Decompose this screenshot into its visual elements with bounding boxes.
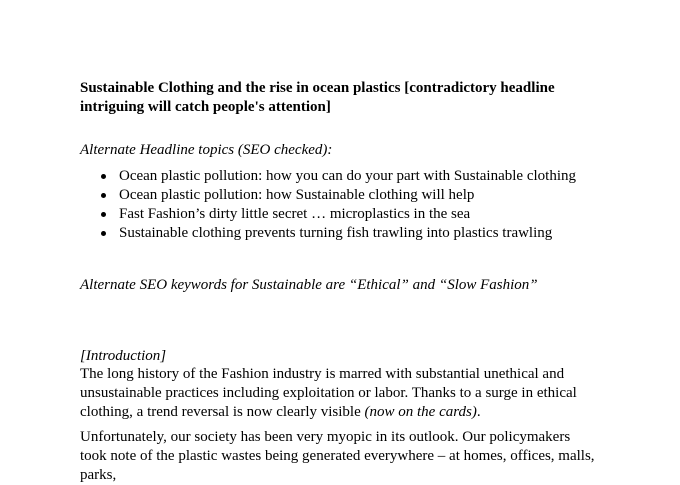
document-title: Sustainable Clothing and the rise in ocean plastics [contradictory headline intriguing will catch people's attention]: [80, 80, 555, 115]
alt-headline-text: Ocean plastic pollution: how Sustainable clothing will help: [119, 187, 475, 203]
bullet-icon: [101, 212, 106, 217]
bullet-icon: [101, 193, 106, 198]
intro-paragraph-aside: (now on the cards): [364, 404, 477, 420]
list-item: [80, 167, 576, 186]
bullet-icon: [101, 231, 106, 236]
seo-keywords-note: Alternate SEO keywords for Sustainable are “Ethical” and “Slow Fashion”: [80, 277, 538, 293]
second-paragraph: Unfortunately, our society has been very myopic in its outlook. Our policymakers took note of the plastic wastes being generated everywhere – at homes, offices, malls, parks,: [80, 429, 595, 483]
intro-paragraph-main: The long history of the Fashion industry is marred with substantial unethical and unsustainable practices including exploitation or labor. Thanks to a surge in ethical clothing, a trend reversal is now clearly visible: [80, 366, 577, 420]
intro-paragraph-end: .: [476, 404, 481, 420]
list-item: [80, 205, 576, 224]
alt-headline-text: Ocean plastic pollution: how you can do your part with Sustainable clothing: [119, 168, 576, 184]
list-item: [80, 224, 576, 243]
intro-paragraph: [80, 365, 600, 422]
alt-headline-heading: Alternate Headline topics (SEO checked):: [80, 142, 333, 158]
alt-headline-text: Fast Fashion’s dirty little secret … microplastics in the sea: [119, 206, 471, 222]
list-item: [80, 186, 576, 205]
intro-section-label: [Introduction]: [80, 348, 167, 364]
bullet-icon: [101, 174, 106, 179]
alt-headline-list: [80, 167, 576, 243]
alt-headline-text: Sustainable clothing prevents turning fish trawling into plastics trawling: [119, 225, 553, 241]
